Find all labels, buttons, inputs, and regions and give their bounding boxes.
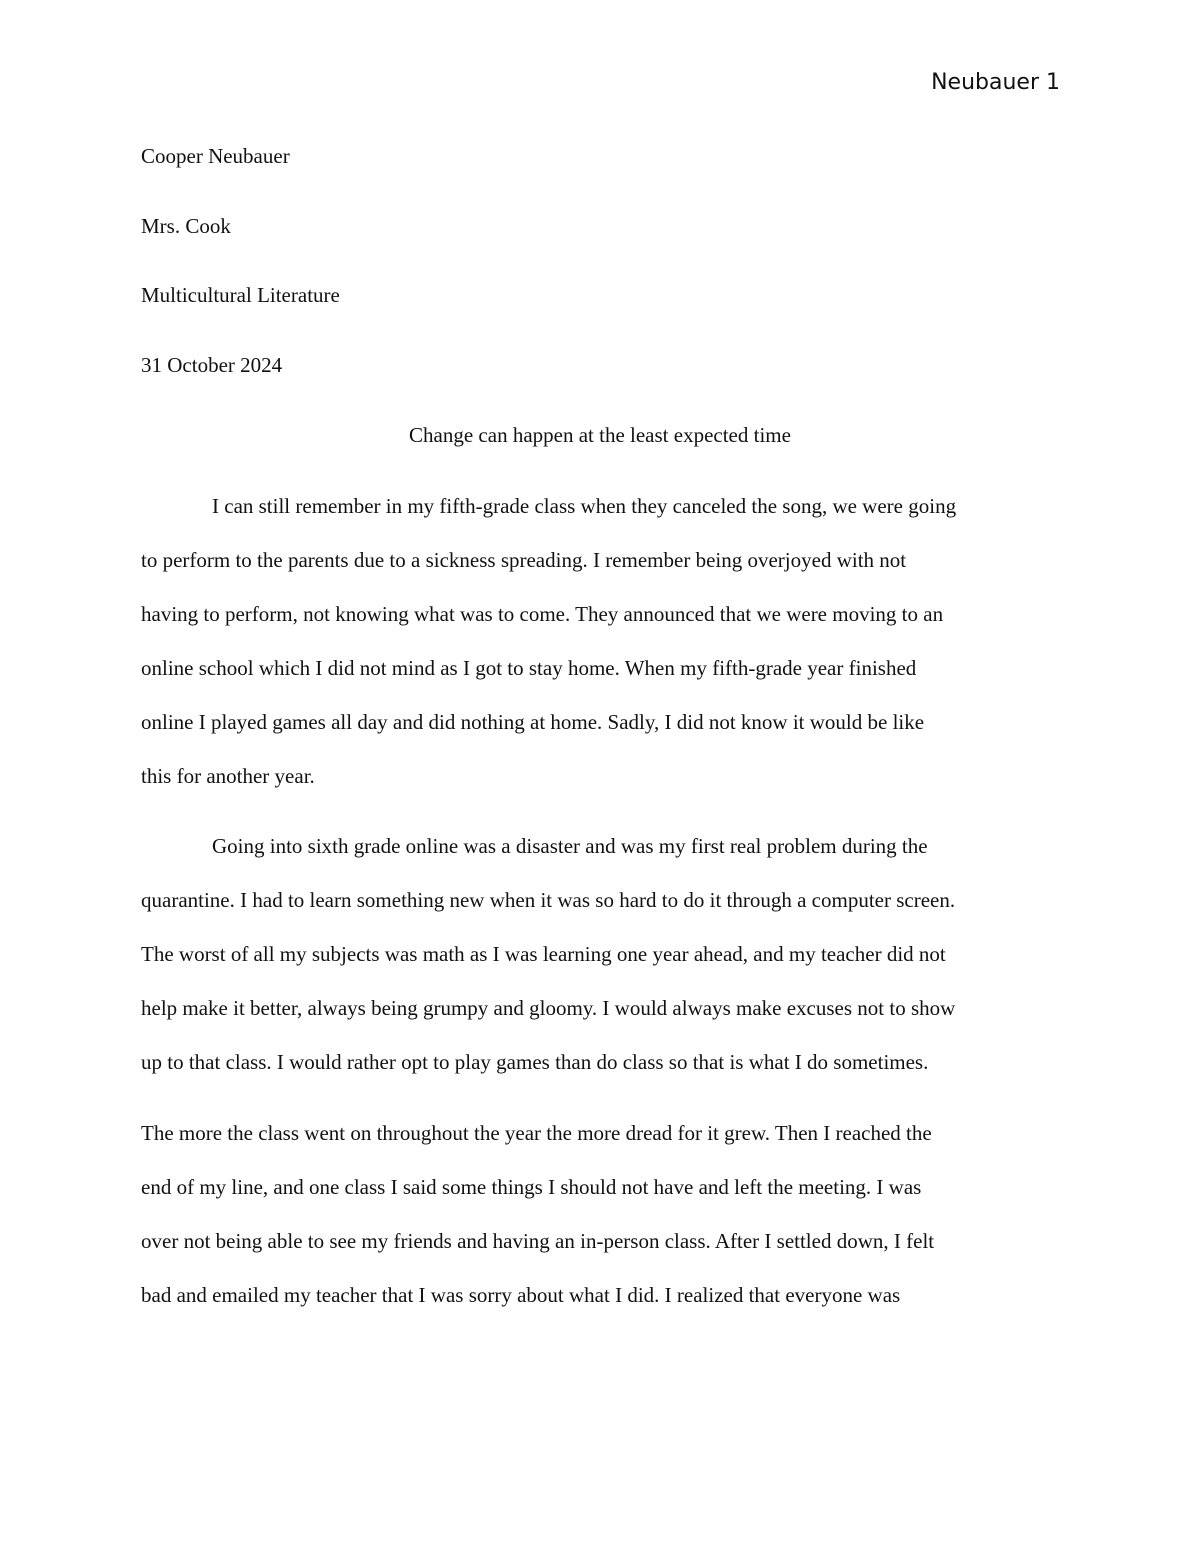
paragraph-line: The more the class went on throughout the year the more dread for it grew. Then I reached the — [141, 1121, 932, 1145]
paragraph-line: online I played games all day and did nothing at home. Sadly, I did not know it would be like — [141, 710, 925, 734]
paragraph-line: I can still remember in my fifth-grade class when they canceled the song, we were going — [212, 494, 957, 518]
course-name: Multicultural Literature — [141, 283, 340, 307]
paragraph-line: quarantine. I had to learn something new when it was so hard to do it through a computer screen. — [141, 888, 956, 912]
essay-title: Change can happen at the least expected time — [409, 423, 791, 447]
paragraph-line: up to that class. I would rather opt to play games than do class so that is what I do sometimes. — [141, 1050, 929, 1074]
paragraph-line: over not being able to see my friends and having an in-person class. After I settled down, I felt — [141, 1229, 935, 1253]
paragraph-line: to perform to the parents due to a sickness spreading. I remember being overjoyed with not — [141, 548, 907, 572]
paragraph-line: this for another year. — [141, 764, 315, 788]
teacher-name: Mrs. Cook — [141, 214, 231, 238]
paragraph-line: Going into sixth grade online was a disaster and was my first real problem during the — [212, 834, 928, 858]
paragraph-line: online school which I did not mind as I got to stay home. When my fifth-grade year finished — [141, 656, 917, 680]
paragraph-line: bad and emailed my teacher that I was sorry about what I did. I realized that everyone was — [141, 1283, 901, 1307]
student-name: Cooper Neubauer — [141, 144, 290, 168]
paragraph-line: end of my line, and one class I said some things I should not have and left the meeting. I was — [141, 1175, 922, 1199]
essay-date: 31 October 2024 — [141, 353, 283, 377]
paragraph-line: having to perform, not knowing what was to come. They announced that we were moving to an — [141, 602, 944, 626]
paragraph-line: help make it better, always being grumpy and gloomy. I would always make excuses not to show — [141, 996, 956, 1020]
page-number-header: Neubauer 1 — [931, 70, 1060, 95]
paragraph-line: The worst of all my subjects was math as I was learning one year ahead, and my teacher did not — [141, 942, 946, 966]
